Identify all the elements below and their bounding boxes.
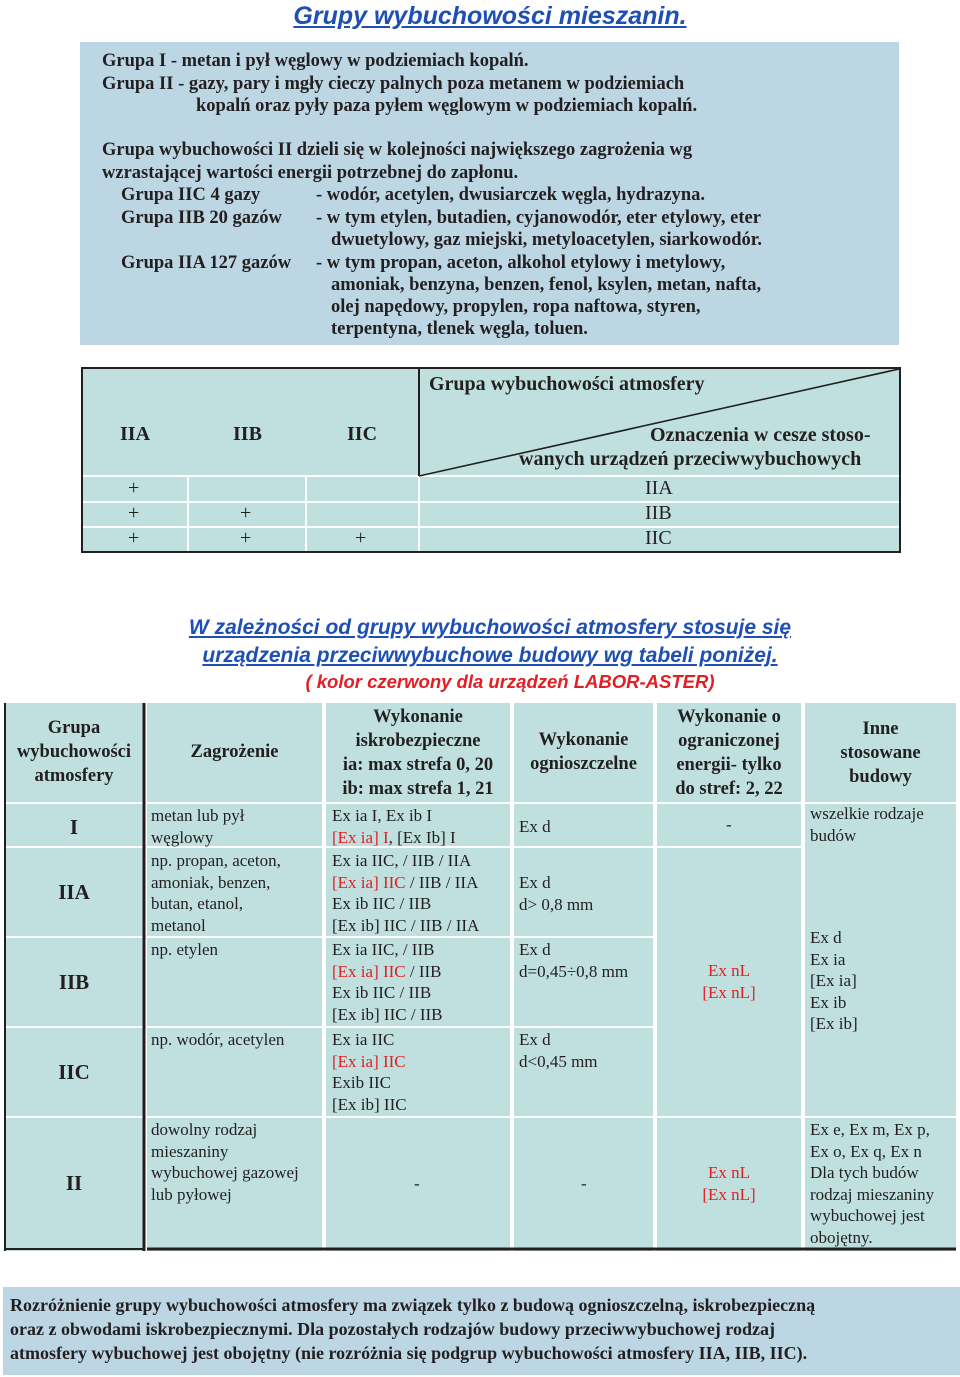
group-label-iic: IIC [58,1060,90,1084]
footer-line: atmosfery wybuchowej jest obojętny (nie rozróżnia się podgrup wybuchowości atmosfery IIA, IIB, IIC). [10,1343,808,1363]
footer-line: Rozróżnienie grupy wybuchowości atmosfery ma związek tylko z budową ognioszczelną, iskrobezpieczną [10,1295,816,1315]
hazard-cell: dowolny rodzaj mieszaniny wybuchowej gazowej lub pyłowej [151,1120,299,1204]
atmosphere-table [81,367,901,553]
hazard-cell: np. etylen [151,940,219,959]
limited-cell: Ex nL [Ex nL] [702,1163,756,1204]
group-desc: - wodór, acetylen, dwusiarczek węgla, hydrazyna. [316,185,705,205]
equipment-table [4,703,956,1251]
intrinsic-cell: Ex ia IIC [Ex ia] IIC Exib IIC [Ex ib] IIC [332,1030,407,1114]
mark-cell: + [240,502,252,524]
intrinsic-cell: Ex ia IIC, / IIB / IIA [Ex ia] IIC / IIB / IIA Ex ib IIC / IIB [Ex ib] IIC / IIB / IIA [332,851,480,935]
other-cell: Ex d Ex ia [Ex ia] Ex ib [Ex ib] [810,928,858,1033]
header-group: Grupa wybuchowości atmosfery [16,718,132,786]
group-desc: - w tym propan, aceton, alkohol etylowy i metylowy, [316,253,726,273]
mark-cell: + [128,527,140,549]
subtitle-note: ( kolor czerwony dla urządzeń LABOR-ASTER) [305,671,715,692]
flameproof-cell: - [581,1174,587,1193]
group-desc: - w tym etylen, butadien, cyjanowodór, eter etylowy, eter [316,208,761,228]
other-cell: Ex e, Ex m, Ex p, Ex o, Ex q, Ex n Dla tych budów rodzaj mieszaniny wybuchowej jest obojętny. [810,1120,935,1247]
intro-box [80,42,899,345]
intro-line: kopalń oraz pyły paza pyłem węglowym w podziemiach kopalń. [196,96,698,116]
group-label-i: I [69,815,79,839]
group-label-iia: IIA [58,880,90,904]
subtitle-line: W zależności od grupy wybuchowości atmosfery stosuje się [188,616,792,639]
group-label-iib: IIB [58,970,90,994]
group-desc: amoniak, benzyna, benzen, fenol, ksylen, metan, nafta, [331,275,762,295]
header-hazard: Zagrożenie [190,742,279,762]
limited-cell: Ex nL [Ex nL] [702,961,756,1002]
code-cell: IIB [645,502,672,524]
hazard-cell: np. wodór, acetylen [151,1030,285,1049]
atmosphere-header-right: wanych urządzeń przeciwwybuchowych [519,448,862,470]
header-other: Inne stosowane budowy [840,719,921,787]
hazard-cell: metan lub pył węglowy [151,806,245,847]
intro-line: Grupa II - gazy, pary i mgły cieczy palnych poza metanem w podziemiach [102,74,685,94]
group-label-ii: II [65,1171,83,1195]
code-cell: IIC [645,527,672,549]
col-header-iic: IIC [347,423,378,445]
header-flameproof: Wykonanie ognioszczelne [530,730,637,774]
section-subtitle [0,614,960,670]
mark-cell: + [240,527,252,549]
subtitle-line: urządzenia przeciwwybuchowe budowy wg tabeli poniżej. [202,644,778,667]
hazard-cell: np. propan, aceton, amoniak, benzen, butan, etanol, metanol [151,851,281,935]
intrinsic-cell: Ex ia IIC, / IIB [Ex ia] IIC / IIB Ex ib IIC / IIB [Ex ib] IIC / IIB [332,940,443,1024]
atmosphere-header-right: Oznaczenia w cesze stoso- [650,424,871,446]
limited-cell: - [726,815,732,834]
intrinsic-cell: - [414,1174,420,1193]
group-name: Grupa IIA 127 gazów [121,253,292,273]
mark-cell: + [128,477,140,499]
intro-line: wzrastającej wartości energii potrzebnej do zapłonu. [102,163,519,183]
other-cell: wszelkie rodzaje budów [810,804,924,845]
atmosphere-header-top: Grupa wybuchowości atmosfery [429,373,705,395]
code-cell: IIA [645,477,673,499]
footer-note [3,1287,960,1375]
flameproof-cell: Ex d d> 0,8 mm [519,873,594,914]
group-name: Grupa IIB 20 gazów [121,208,282,228]
header-intrinsic: Wykonanie iskrobezpieczne ia: max strefa 0, 20 ib: max strefa 1, 21 [342,707,494,799]
col-header-iib: IIB [233,423,262,445]
footer-line: oraz z obwodami iskrobezpiecznymi. Dla pozostałych rodzajów budowy przeciwwybuchowej rodzaj [10,1319,775,1339]
header-limited: Wykonanie o ograniczonej energii- tylko do stref: 2, 22 [675,707,783,799]
flameproof-cell: Ex d [519,817,551,836]
group-desc: terpentyna, tlenek węgla, toluen. [331,319,588,339]
intro-line: Grupa wybuchowości II dzieli się w kolejności największego zagrożenia wg [102,140,693,160]
col-header-iia: IIA [120,423,151,445]
intro-line: Grupa I - metan i pył węglowy w podziemiach kopalń. [102,51,529,71]
group-name: Grupa IIC 4 gazy [121,185,261,205]
flameproof-cell: Ex d d=0,45÷0,8 mm [519,940,629,981]
flameproof-cell: Ex d d<0,45 mm [519,1030,598,1071]
mark-cell: + [355,527,367,549]
group-desc: dwuetylowy, gaz miejski, metyloacetylen, siarkowodór. [331,230,762,250]
page-title: Grupy wybuchowości mieszanin. [293,2,687,30]
mark-cell: + [128,502,140,524]
intrinsic-cell: Ex ia I, Ex ib I [Ex ia] I, [Ex Ib] I [332,806,456,847]
group-desc: olej napędowy, propylen, ropa naftowa, styren, [331,297,701,317]
